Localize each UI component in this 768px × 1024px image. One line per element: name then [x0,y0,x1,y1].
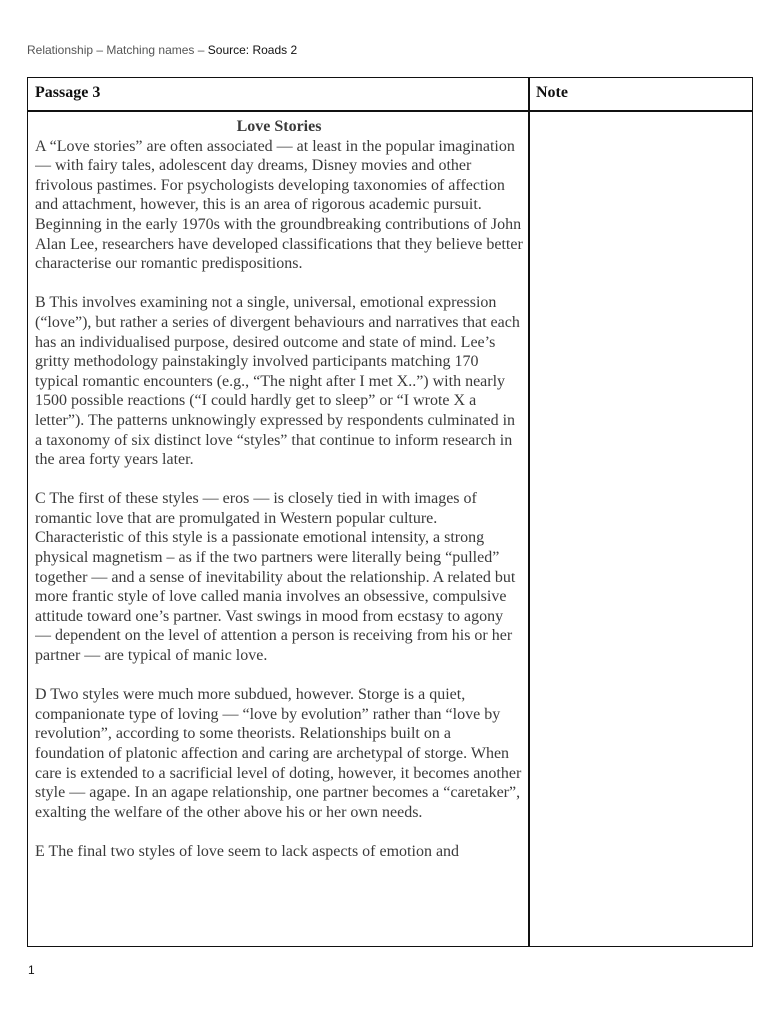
paragraph-b: B This involves examining not a single, universal, emotional expression (“love”), but rather a series of divergent behaviours and narratives that each has an individualised purpose, desired outcome and state of mind. Lee’s gritty methodology painstakingly involved participants matching 170 typical romantic encounters (e.g., “The night after I met X..”) with nearly 1500 possible reactions (“I could hardly get to sleep” or “I wrote X a letter”). The patterns unknowingly expressed by respondents culminated in a taxonomy of six distinct love “styles” that continue to inform research in the area forty years later. [35,294,520,469]
passage-table [27,77,753,947]
passage-cell [35,117,523,945]
header-source: Source: Roads 2 [207,43,298,57]
passage-title: Love Stories [236,118,322,135]
paragraph-c: C The first of these styles — eros — is closely tied in with images of romantic love that are promulgated in Western popular culture. Characteristic of this style is a passionate emotional intensity, a strong physical magnetism – as if the two partners were literally being “pulled” together — and a sense of inevitability about the relationship. A related but more frantic style of love called mania involves an obsessive, compulsive attitude toward one’s partner. Vast swings in mood from ecstasy to agony — dependent on the level of attention a person is receiving from his or her partner — are typical of manic love. [35,490,516,665]
paragraph-a: A “Love stories” are often associated — at least in the popular imagination — with fairy tales, adolescent day dreams, Disney movies and other frivolous pastimes. For psychologists developing taxonomies of affection and attachment, however, this is an area of rigorous academic pursuit. Beginning in the early 1970s with the groundbreaking contributions of John Alan Lee, researchers have developed classifications that they believe better characterise our romantic predispositions. [35,137,523,273]
paragraph-d: D Two styles were much more subdued, however. Storge is a quiet, companionate type of loving — “love by evolution” rather than “love by revolution”, according to some theorists. Relationships built on a foundation of platonic affection and caring are archetypal of storge. When care is extended to a sacrificial level of doting, however, it becomes another style — agape. In an agape relationship, one partner becomes a “caretaker”, exalting the welfare of the other above his or her own needs. [35,686,522,821]
note-cell [530,112,752,946]
passage-column-header: Passage 3 [35,84,101,101]
note-column-header: Note [536,84,568,101]
page-number: 1 [28,963,35,977]
paragraph-e: E The final two styles of love seem to lack aspects of emotion and [35,842,460,860]
page-header [27,43,297,57]
header-prefix: Relationship – Matching names – [27,43,208,57]
